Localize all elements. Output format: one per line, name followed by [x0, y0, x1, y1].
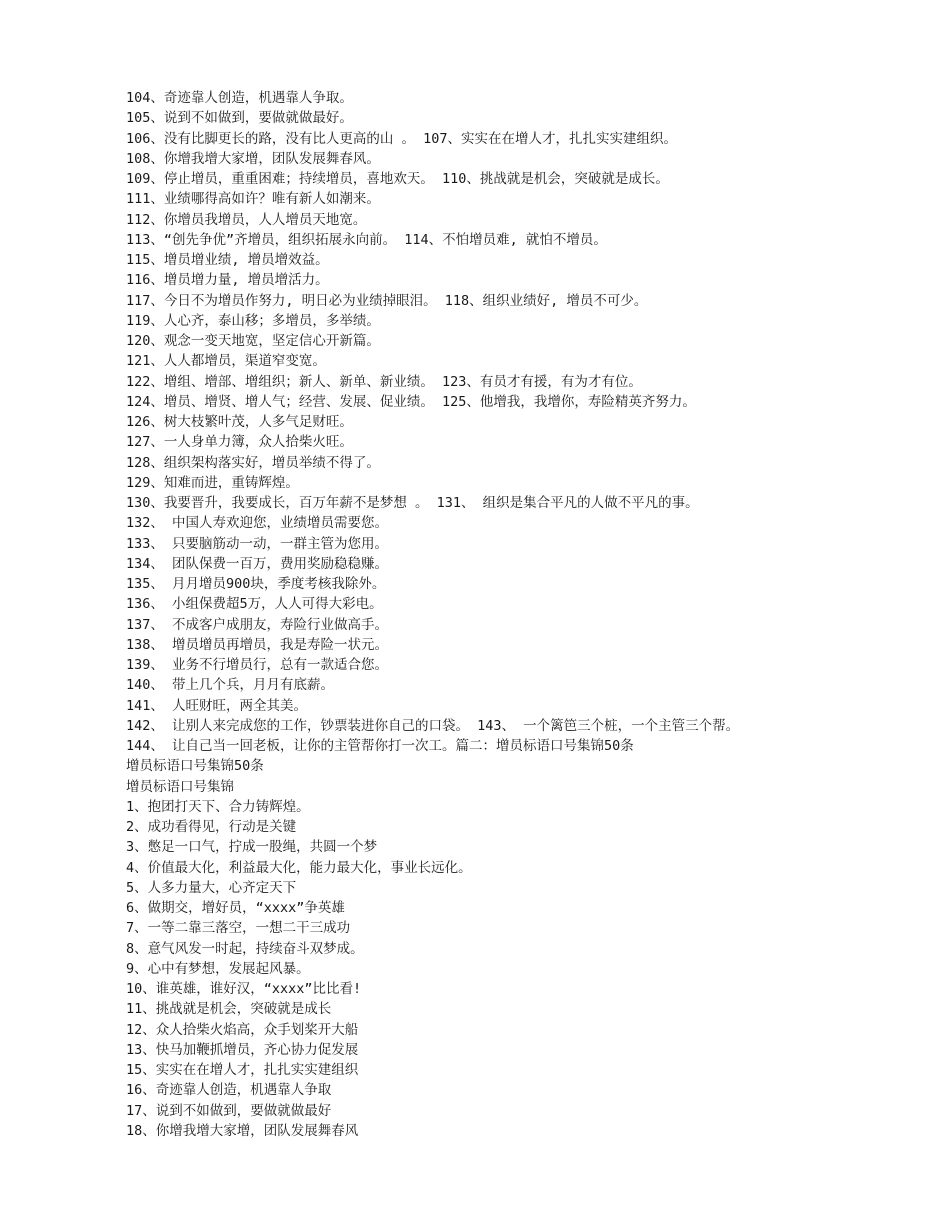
text-line: 129、知难而进，重铸辉煌。	[126, 474, 299, 491]
text-line: 126、树大枝繁叶茂，人多气足财旺。	[126, 414, 353, 430]
text-line: 113、“创先争优”齐增员，组织拓展永向前。 114、不怕增员难, 就怕不增员。	[126, 231, 607, 248]
text-line: 139、 业务不行增员行，总有一款适合您。	[126, 657, 389, 673]
text-line: 119、人心齐，泰山移；多增员，多举绩。	[126, 312, 380, 329]
text-line: 104、奇迹靠人创造，机遇靠人争取。	[126, 90, 353, 106]
text-line: 133、 只要脑筋动一动，一群主管为您用。	[126, 535, 389, 552]
text-line: 增员标语口号集锦	[126, 778, 234, 795]
text-line: 115、增员增业绩, 增员增效益。	[126, 252, 329, 268]
text-line: 130、我要晋升，我要成长，百万年薪不是梦想 。 131、 组织是集合平凡的人做不平凡的事。	[126, 495, 699, 511]
text-line: 7、一等二靠三落空，一想二干三成功	[126, 920, 351, 937]
text-line: 140、 带上几个兵，月月有底薪。	[126, 677, 335, 694]
text-line: 111、业绩哪得高如许？唯有新人如潮来。	[126, 191, 380, 208]
text-line: 121、人人都增员，渠道窄变宽。	[126, 353, 326, 370]
text-line: 142、 让别人来完成您的工作，钞票装进你自己的口袋。 143、 一个篱笆三个桩，一个主管三个帮。	[126, 717, 740, 734]
text-line: 9、心中有梦想，发展起风暴。	[126, 960, 310, 977]
text-line: 128、组织架构落实好，增员举绩不得了。	[126, 454, 380, 471]
text-line: 137、 不成客户成朋友，寿险行业做高手。	[126, 616, 389, 633]
text-line: 8、意气风发一时起，持续奋斗双梦成。	[126, 940, 364, 957]
text-line: 124、增员、增贤、增人气；经营、发展、促业绩。 125、他增我，我增你，寿险精英齐努力。	[126, 393, 696, 410]
text-line: 138、 增员增员再增员，我是寿险一状元。	[126, 636, 389, 653]
text-line: 1、抱团打天下、合力铸辉煌。	[126, 798, 310, 815]
text-line: 15、实实在在增人才，扎扎实实建组织	[126, 1062, 359, 1078]
text-line: 141、 人旺财旺，两全其美。	[126, 697, 308, 714]
document-body	[126, 88, 926, 1141]
text-line: 11、挑战就是机会，突破就是成长	[126, 1001, 332, 1018]
text-line: 16、奇迹靠人创造，机遇靠人争取	[126, 1082, 332, 1099]
text-line: 109、停止增员，重重困难；持续增员，喜地欢天。 110、挑战就是机会，突破就是成长。	[126, 171, 669, 187]
text-line: 17、说到不如做到，要做就做最好	[126, 1102, 332, 1119]
text-line: 117、今日不为增员作努力, 明日必为业绩掉眼泪。 118、组织业绩好, 增员不可少。	[126, 292, 648, 309]
text-line: 13、快马加鞭抓增员，齐心协力促发展	[126, 1041, 359, 1058]
text-line: 112、你增员我增员，人人增员天地宽。	[126, 211, 367, 228]
text-line: 12、众人拾柴火焰高，众手划桨开大船	[126, 1021, 359, 1038]
text-line: 2、成功看得见，行动是关键	[126, 819, 297, 835]
text-line: 106、没有比脚更长的路，没有比人更高的山 。 107、实实在在增人才，扎扎实实建组织。	[126, 130, 678, 147]
text-line: 105、说到不如做到，要做就做最好。	[126, 110, 353, 127]
text-line: 120、观念一变天地宽，坚定信心开新篇。	[126, 333, 380, 349]
text-line: 135、 月月增员900块，季度考核我除外。	[126, 576, 386, 592]
text-line: 127、一人身单力簿，众人拾柴火旺。	[126, 434, 353, 451]
text-line: 10、谁英雄，谁好汉，“xxxx”比比看!	[126, 981, 362, 997]
text-line: 122、增组、增部、增组织；新人、新单、新业绩。 123、有员才有援，有为才有位。	[126, 373, 642, 390]
text-line: 116、增员增力量, 增员增活力。	[126, 272, 329, 289]
text-line: 4、价值最大化，利益最大化，能力最大化，事业长远化。	[126, 859, 472, 876]
text-line: 134、 团队保费一百万，费用奖励稳稳赚。	[126, 555, 389, 572]
text-line: 增员标语口号集锦50条	[126, 758, 264, 775]
text-line: 5、人多力量大，心齐定天下	[126, 879, 297, 896]
text-line: 132、 中国人寿欢迎您，业绩增员需要您。	[126, 515, 389, 532]
text-line: 136、 小组保费超5万，人人可得大彩电。	[126, 596, 383, 613]
text-line: 6、做期交，增好员，“xxxx”争英雄	[126, 900, 345, 916]
text-line: 144、 让自己当一回老板，让你的主管帮你打一次工。篇二：增员标语口号集锦50条	[126, 738, 634, 754]
text-line: 18、你增我增大家增，团队发展舞春风	[126, 1122, 359, 1139]
text-line: 108、你增我增大家增，团队发展舞春风。	[126, 150, 380, 167]
text-line: 3、憋足一口气，拧成一股绳，共圆一个梦	[126, 839, 378, 856]
